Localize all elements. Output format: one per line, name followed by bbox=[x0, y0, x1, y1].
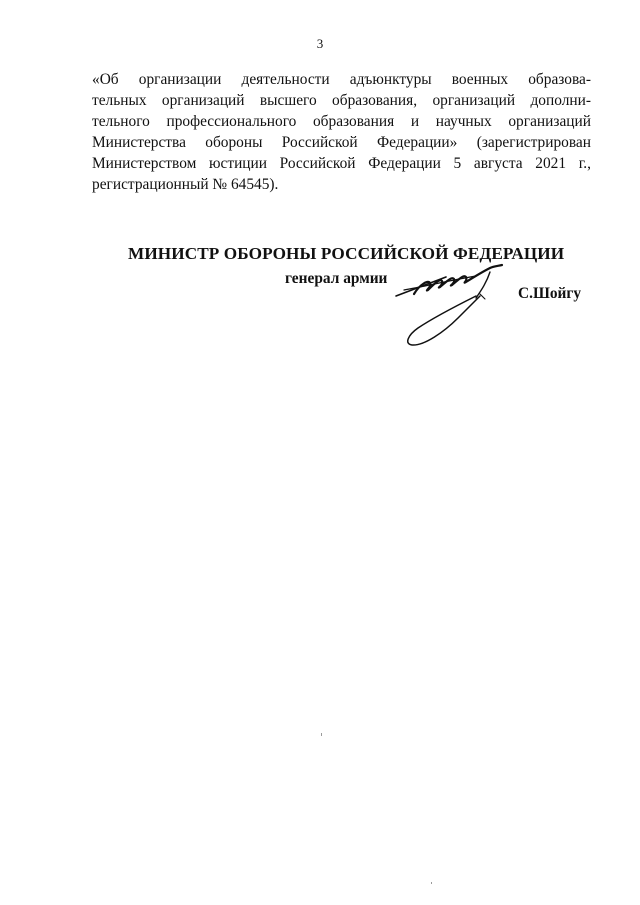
signatory-title: МИНИСТР ОБОРОНЫ РОССИЙСКОЙ ФЕДЕРАЦИИ bbox=[128, 244, 565, 263]
signatory-name: С.Шойгу bbox=[518, 285, 582, 302]
paragraph-line: Министерством юстиции Российской Федерации 5 августа 2021 г., bbox=[92, 155, 591, 172]
body-paragraph bbox=[92, 69, 591, 195]
paragraph-line: «Об организации деятельности адъюнктуры военных образова- bbox=[92, 71, 591, 88]
scan-speck bbox=[321, 733, 322, 736]
paragraph-line: тельных организаций высшего образования, организаций дополни- bbox=[92, 92, 591, 109]
paragraph-line: Министерства обороны Российской Федерации» (зарегистрирован bbox=[92, 134, 591, 151]
paragraph-line: регистрационный № 64545). bbox=[92, 176, 279, 193]
page-number: 3 bbox=[316, 36, 324, 51]
scan-speck bbox=[431, 882, 432, 884]
signatory-rank: генерал армии bbox=[285, 270, 388, 287]
handwritten-signature bbox=[390, 250, 520, 350]
paragraph-line: тельного профессионального образования и научных организаций bbox=[92, 113, 591, 130]
